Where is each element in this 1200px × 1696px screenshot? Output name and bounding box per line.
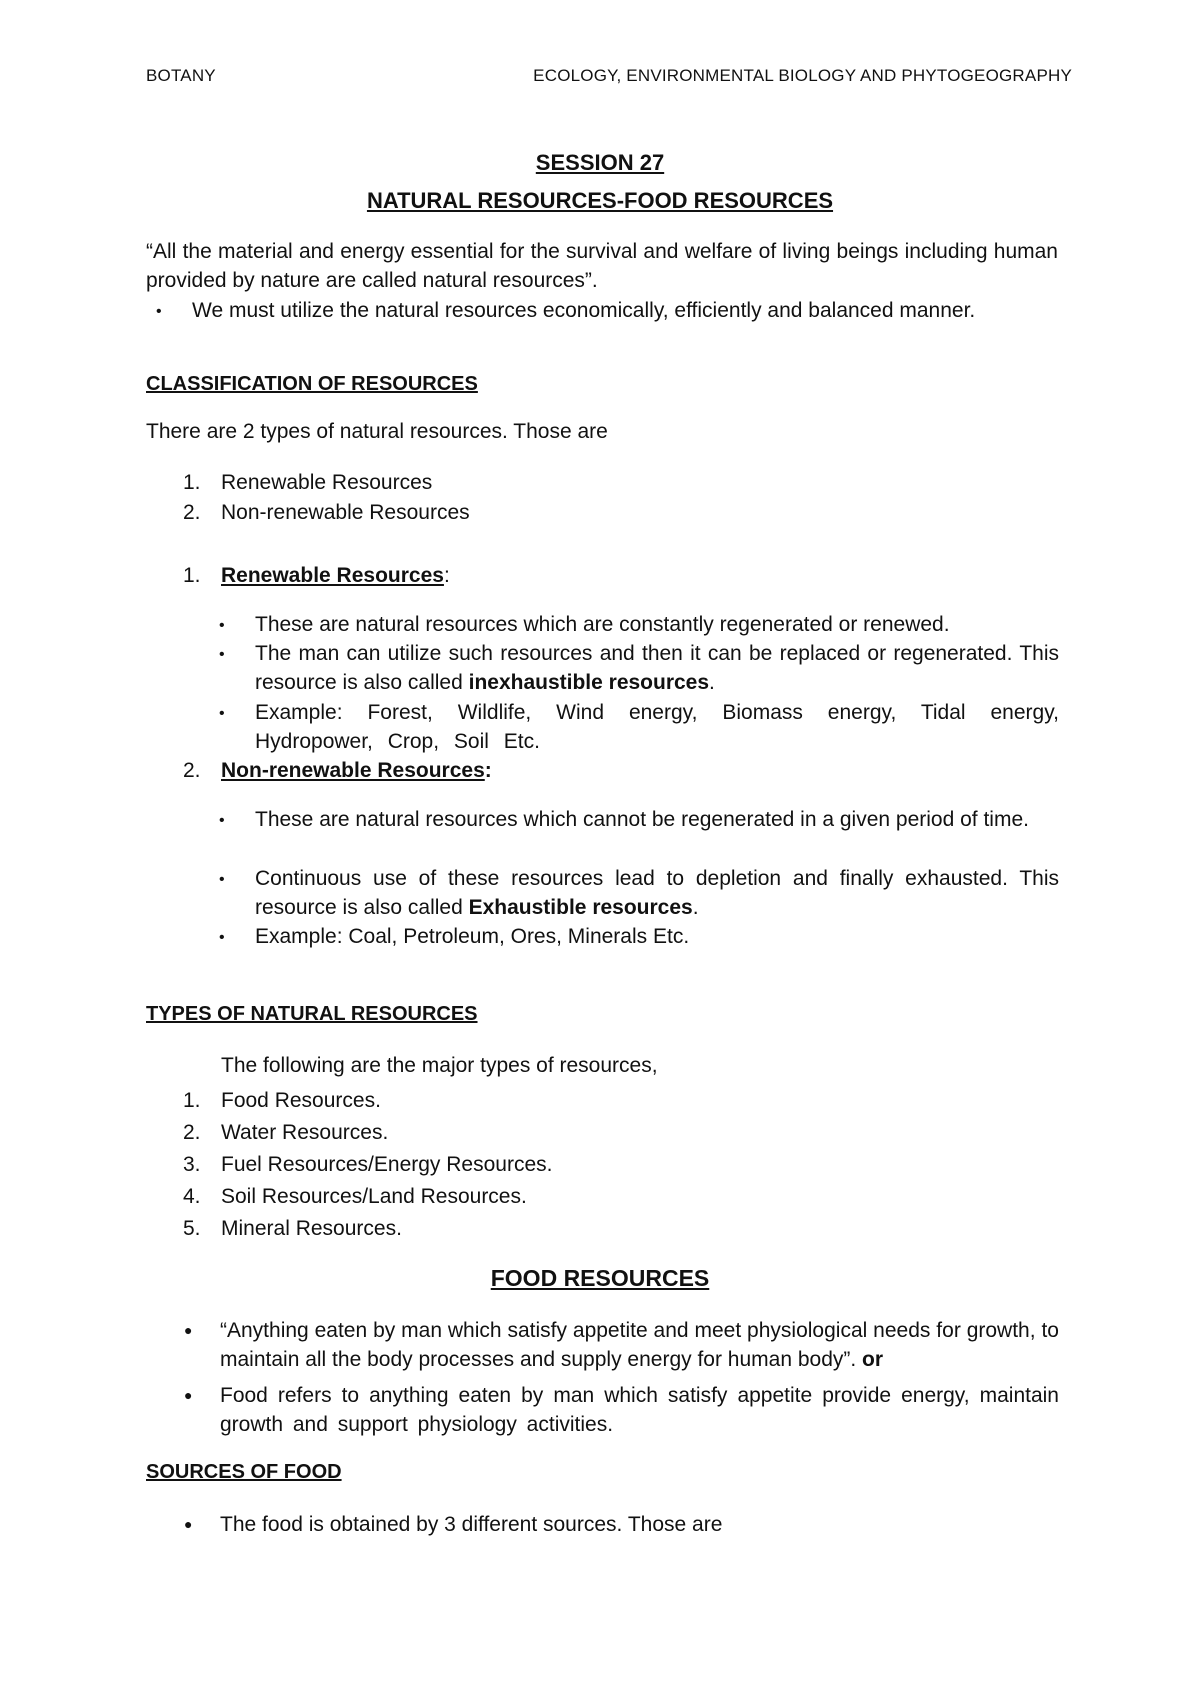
renewable-bullet	[219, 639, 1059, 697]
sources-bullet	[184, 1510, 1059, 1539]
bullet-glyph: •	[219, 646, 225, 663]
list-text: Soil Resources/Land Resources.	[221, 1185, 527, 1208]
bold-term: Exhaustible resources	[468, 896, 693, 919]
punctuation: .	[709, 671, 715, 694]
renewable-title: Renewable Resources	[221, 564, 444, 587]
bullet-glyph: •	[219, 871, 225, 888]
list-item	[183, 1182, 883, 1211]
bullet-glyph: •	[219, 812, 225, 829]
list-item	[183, 1086, 883, 1115]
list-item	[183, 1214, 883, 1243]
types-lead: The following are the major types of resources,	[221, 1054, 658, 1077]
colon: :	[484, 759, 492, 782]
list-text: Non-renewable Resources	[221, 501, 470, 524]
list-item	[183, 1118, 883, 1147]
bullet-text: “Anything eaten by man which satisfy appetite and meet physiological needs for growth, to maintain all the body processes and supply energy for human body”.	[220, 1319, 1059, 1371]
colon: :	[443, 564, 450, 587]
bullet-glyph: •	[219, 929, 225, 946]
punctuation: .	[692, 896, 699, 919]
list-number: 5.	[183, 1217, 201, 1240]
list-text: Water Resources.	[221, 1121, 389, 1144]
bullet-text: The food is obtained by 3 different sources. Those are	[220, 1513, 723, 1536]
list-number: 3.	[183, 1153, 201, 1176]
bold-term: inexhaustible resources	[468, 671, 710, 694]
bullet-glyph: ●	[184, 1322, 193, 1338]
list-text: Fuel Resources/Energy Resources.	[221, 1153, 553, 1176]
classification-lead: There are 2 types of natural resources. Those are	[146, 420, 608, 443]
session-title: SESSION 27	[535, 150, 665, 175]
bullet-text: The man can utilize such resources and then it can be replaced or regenerated. This resource is also called	[255, 642, 1059, 694]
list-number: 4.	[183, 1185, 201, 1208]
renewable-bullet	[219, 698, 1059, 756]
bullet-glyph: •	[219, 705, 225, 722]
bullet-text: These are natural resources which cannot be regenerated in a given period of time.	[255, 808, 1029, 831]
list-number: 1.	[183, 1089, 201, 1112]
nonrenewable-title: Non-renewable Resources	[221, 759, 485, 782]
bullet-text: We must utilize the natural resources economically, efficiently and balanced manner.	[192, 299, 976, 322]
bullet-text: Example: Coal, Petroleum, Ores, Minerals Etc.	[255, 925, 690, 948]
food-bullet	[184, 1316, 1059, 1374]
renewable-bullet	[219, 610, 1059, 640]
list-number: 2.	[183, 501, 201, 524]
list-number: 2.	[183, 1121, 201, 1144]
header-unit-title: ECOLOGY, ENVIRONMENTAL BIOLOGY AND PHYTOGEOGRAPHY	[533, 66, 1072, 85]
types-heading: TYPES OF NATURAL RESOURCES	[146, 1003, 478, 1025]
list-item	[183, 498, 883, 527]
bold-term: or	[862, 1348, 884, 1371]
bullet-text: These are natural resources which are constantly regenerated or renewed.	[255, 613, 950, 636]
bullet-glyph: •	[219, 617, 225, 634]
bullet-text: Food refers to anything eaten by man which satisfy appetite provide energy, maintain growth and support physiology activities.	[220, 1384, 1059, 1436]
bullet-text: Example: Forest, Wildlife, Wind energy, Biomass energy, Tidal energy, Hydropower, Crop, Soil Etc.	[255, 701, 1059, 753]
nonrenewable-heading	[183, 756, 883, 785]
list-text: Food Resources.	[221, 1089, 381, 1112]
nonrenewable-bullet	[219, 805, 1059, 835]
nonrenewable-bullet	[219, 864, 1059, 922]
nonrenewable-bullet	[219, 922, 1059, 952]
list-number: 1.	[183, 471, 201, 494]
intro-bullet	[156, 296, 1058, 326]
bullet-glyph: •	[156, 303, 162, 320]
bullet-text: Continuous use of these resources lead to depletion and finally exhausted. This resource is also called	[255, 867, 1059, 919]
list-item	[183, 1150, 883, 1179]
classification-heading: CLASSIFICATION OF RESOURCES	[146, 373, 478, 395]
list-item	[183, 468, 883, 497]
food-bullet	[184, 1381, 1059, 1439]
bullet-glyph: ●	[184, 1387, 193, 1403]
list-text: Mineral Resources.	[221, 1217, 402, 1240]
renewable-heading	[183, 561, 883, 590]
header-subject: BOTANY	[146, 66, 216, 85]
list-text: Renewable Resources	[221, 471, 433, 494]
topic-title: NATURAL RESOURCES-FOOD RESOURCES	[366, 188, 834, 213]
bullet-glyph: ●	[184, 1516, 193, 1532]
sources-heading: SOURCES OF FOOD	[146, 1461, 342, 1483]
list-number: 1.	[183, 564, 201, 587]
intro-definition: “All the material and energy essential for the survival and welfare of living beings including human provided by nature are called natural resources”.	[146, 240, 1058, 292]
food-resources-heading: FOOD RESOURCES	[490, 1265, 710, 1291]
list-number: 2.	[183, 759, 201, 782]
